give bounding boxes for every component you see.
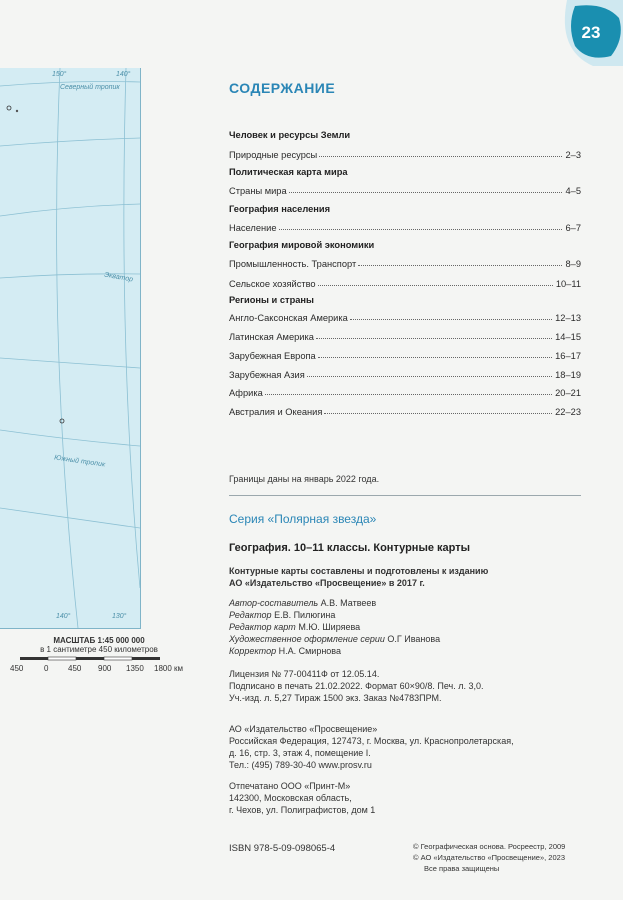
scale-tick: 0 [44, 664, 49, 673]
toc-entry[interactable] [229, 256, 581, 269]
publisher-line: д. 16, стр. 3, этаж 4, помещение I. [229, 748, 371, 758]
toc-entry-label: Природные ресурсы [229, 150, 318, 160]
copyright-line: © АО «Издательство «Просвещение», 2023 [413, 853, 565, 862]
compiled-line: АО «Издательство «Просвещение» в 2017 г. [229, 578, 425, 588]
toc-entry-pages: 8–9 [565, 259, 581, 269]
scale-tick: 450 [68, 664, 82, 673]
map-label-north-tropic: Северный тропик [60, 84, 120, 91]
toc-entry-pages: 2–3 [565, 150, 581, 160]
credit-line: Корректор Н.А. Смирнова [229, 646, 341, 656]
toc-entry-pages: 22–23 [555, 407, 581, 417]
toc-entry-label: Зарубежная Азия [229, 370, 305, 380]
toc-entry[interactable] [229, 367, 581, 380]
toc-entry[interactable] [229, 329, 581, 342]
credit-line: Автор-составитель А.В. Матвеев [229, 598, 377, 608]
toc-section-heading: География населения [229, 204, 331, 214]
scale-tick: 1800 км [154, 664, 184, 673]
toc-entry[interactable] [229, 404, 581, 417]
credit-line: Редактор Е.В. Пилюгина [229, 610, 336, 620]
map-label-lon140: 140° [116, 71, 131, 78]
toc-entry-label: Африка [229, 388, 263, 398]
scale-tick: 450 [10, 664, 24, 673]
copyright-line: © Географическая основа. Росреестр, 2009 [413, 842, 566, 851]
printer-line: г. Чехов, ул. Полиграфистов, дом 1 [229, 805, 376, 815]
toc-entry-pages: 12–13 [555, 313, 581, 323]
map-label-lon150: 150° [52, 71, 67, 78]
map-label-lon140-bottom: 140° [56, 613, 71, 620]
toc-entry-label: Население [229, 223, 277, 233]
toc-entry[interactable] [229, 348, 581, 361]
series-title: Серия «Полярная звезда» [229, 512, 377, 526]
map-label-lon130: 130° [112, 613, 127, 620]
toc-entry-pages: 6–7 [565, 223, 581, 233]
scale-bar [6, 656, 192, 662]
toc-entry[interactable] [229, 220, 581, 233]
toc-entry[interactable] [229, 147, 581, 160]
toc-section-heading: Политическая карта мира [229, 167, 348, 177]
publisher-line: АО «Издательство «Просвещение» [229, 724, 378, 734]
toc-entry-pages: 10–11 [555, 279, 581, 289]
divider [229, 495, 581, 496]
scale-subtitle: в 1 сантиметре 450 километров [40, 645, 158, 654]
toc-entry-pages: 20–21 [555, 388, 581, 398]
toc-section-heading: Регионы и страны [229, 295, 314, 305]
printer-line: 142300, Московская область, [229, 793, 352, 803]
scale-title: МАСШТАБ 1:45 000 000 [53, 636, 145, 645]
scale-tick: 1350 [126, 664, 144, 673]
toc-entry[interactable] [229, 276, 581, 289]
scale-tick: 900 [98, 664, 112, 673]
toc-entry[interactable] [229, 183, 581, 196]
toc-entry-label: Австралия и Океания [229, 407, 323, 417]
toc-entry[interactable] [229, 385, 581, 398]
toc-entry-pages: 16–17 [555, 351, 581, 361]
toc-entry-pages: 18–19 [555, 370, 581, 380]
compiled-line: Контурные карты составлены и подготовлены к изданию [229, 566, 489, 576]
toc-entry-label: Зарубежная Европа [229, 351, 316, 361]
contour-map-fragment [0, 68, 141, 629]
toc-entry-label: Англо-Саксонская Америка [229, 313, 348, 323]
page-number-badge [553, 0, 623, 66]
map-label-equator: Экватор [103, 271, 134, 284]
toc-entry[interactable] [229, 310, 581, 323]
toc-entry-label: Латинская Америка [229, 332, 314, 342]
toc-section-heading: Человек и ресурсы Земли [229, 130, 351, 140]
page-number: 23 [581, 23, 601, 42]
map-graticule [0, 68, 140, 628]
imprint-line: Уч.-изд. л. 5,27 Тираж 1500 экз. Заказ №4783ПРМ. [229, 693, 442, 703]
isbn: ISBN 978-5-09-098065-4 [229, 843, 336, 854]
map-scale [6, 636, 192, 674]
credit-line: Художественное оформление серии О.Г Иванова [229, 634, 441, 644]
book-title: География. 10–11 классы. Контурные карты [229, 542, 470, 554]
imprint-line: Лицензия № 77-00411Ф от 12.05.14. [229, 669, 380, 679]
publisher-line: Тел.: (495) 789-30-40 www.prosv.ru [229, 760, 372, 770]
publisher-line: Российская Федерация, 127473, г. Москва, ул. Краснопролетарская, [229, 736, 514, 746]
map-label-south-tropic: Южный тропик [53, 454, 106, 469]
copyright-line: Все права защищены [424, 864, 500, 873]
toc-entry-label: Промышленность. Транспорт [229, 259, 357, 269]
toc-section-heading: География мировой экономики [229, 240, 375, 250]
toc-entry-label: Страны мира [229, 186, 287, 196]
toc-entry-pages: 4–5 [565, 186, 581, 196]
imprint-line: Подписано в печать 21.02.2022. Формат 60×90/8. Печ. л. 3,0. [229, 681, 484, 691]
borders-note: Границы даны на январь 2022 года. [229, 474, 380, 484]
toc-title: СОДЕРЖАНИЕ [229, 80, 336, 96]
toc-entry-pages: 14–15 [555, 332, 581, 342]
credit-line: Редактор карт М.Ю. Ширяева [229, 622, 361, 632]
printer-line: Отпечатано ООО «Принт-М» [229, 781, 351, 791]
toc-entry-label: Сельское хозяйство [229, 279, 316, 289]
